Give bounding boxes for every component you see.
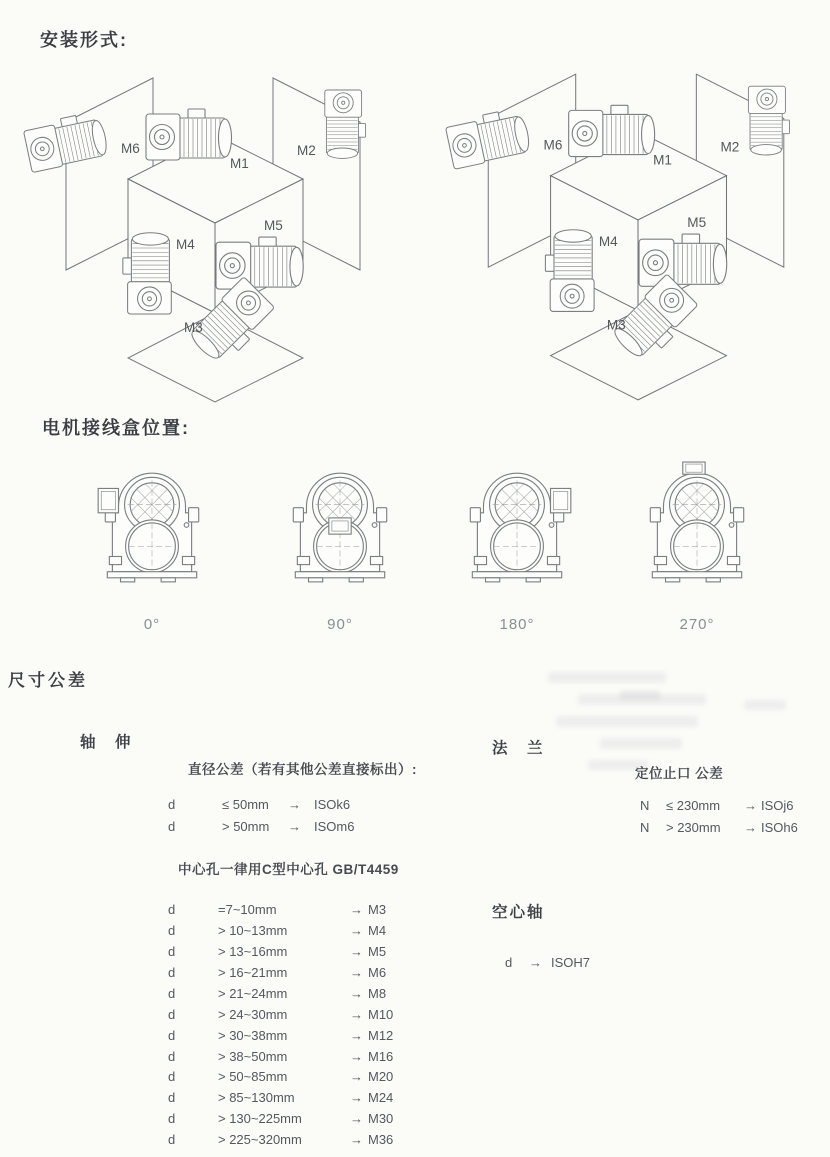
- arrow: →: [350, 1028, 363, 1043]
- arrow: →: [350, 1049, 363, 1064]
- motor-view-0deg: [96, 460, 208, 590]
- arrow: →: [744, 820, 757, 835]
- angle-label-0: 0°: [143, 616, 161, 633]
- range: > 16~21mm: [218, 965, 288, 980]
- range: =7~10mm: [218, 902, 277, 917]
- motor-view-180deg: [461, 460, 573, 590]
- symbol: d: [168, 923, 176, 938]
- label-m2: M2: [297, 143, 316, 158]
- spigot-note: 定位止口 公差: [635, 766, 724, 781]
- bleed-through-artifact: [588, 760, 648, 770]
- shaft-heading: 轴 伸: [80, 734, 133, 751]
- arrow: →: [744, 798, 757, 813]
- range: > 21~24mm: [218, 986, 288, 1001]
- value: M5: [368, 944, 387, 959]
- symbol: d: [168, 986, 176, 1001]
- range: ≤ 230mm: [666, 798, 721, 813]
- label-m3: M3: [184, 320, 203, 335]
- range: > 24~30mm: [218, 1007, 288, 1022]
- label-m1: M1: [230, 156, 249, 171]
- symbol: d: [168, 1111, 176, 1126]
- range: > 10~13mm: [218, 923, 288, 938]
- value: ISOj6: [761, 798, 794, 813]
- arrow: →: [529, 955, 542, 970]
- value: ISOk6: [314, 797, 351, 812]
- symbol: d: [168, 1049, 176, 1064]
- label-m4: M4: [598, 234, 618, 250]
- symbol: d: [168, 797, 176, 812]
- arrow: →: [288, 797, 301, 812]
- symbol: d: [168, 1069, 176, 1084]
- symbol: d: [505, 955, 513, 970]
- bleed-through-artifact: [744, 700, 786, 710]
- symbol: N: [640, 820, 650, 835]
- value: M36: [368, 1132, 394, 1147]
- arrow: →: [350, 1007, 363, 1022]
- angle-label-90: 90°: [327, 616, 353, 633]
- arrow: →: [350, 1111, 363, 1126]
- label-m2: M2: [720, 139, 740, 155]
- arrow: →: [288, 819, 301, 834]
- value: M4: [368, 923, 387, 938]
- value: M3: [368, 902, 387, 917]
- range: > 225~320mm: [218, 1132, 302, 1147]
- range: ≤ 50mm: [222, 797, 269, 812]
- arrow: →: [350, 944, 363, 959]
- value: M24: [368, 1090, 394, 1105]
- arrow: →: [350, 1069, 363, 1084]
- symbol: N: [640, 798, 650, 813]
- value: M6: [368, 965, 387, 980]
- symbol: d: [168, 1132, 176, 1147]
- label-m5: M5: [264, 218, 283, 233]
- symbol: d: [168, 944, 176, 959]
- bleed-through-artifact: [548, 672, 666, 683]
- value: M12: [368, 1028, 394, 1043]
- tolerance-title: 尺寸公差: [8, 671, 88, 690]
- angle-label-180: 180°: [499, 616, 535, 633]
- value: M30: [368, 1111, 394, 1126]
- symbol: d: [168, 902, 176, 917]
- bleed-through-artifact: [556, 716, 698, 727]
- value: ISOm6: [314, 819, 355, 834]
- arrow: →: [350, 1132, 363, 1147]
- arrow: →: [350, 986, 363, 1001]
- arrow: →: [350, 923, 363, 938]
- value: M10: [368, 1007, 394, 1022]
- junction-box-title: 电机接线盒位置:: [42, 418, 190, 438]
- junction-box: [683, 462, 705, 474]
- range: > 85~130mm: [218, 1090, 295, 1105]
- angle-label-270: 270°: [679, 616, 715, 633]
- range: > 130~225mm: [218, 1111, 302, 1126]
- label-m6: M6: [121, 141, 140, 156]
- label-m5: M5: [687, 214, 707, 230]
- symbol: d: [168, 965, 176, 980]
- junction-box: [98, 488, 118, 512]
- junction-box: [551, 488, 571, 512]
- arrow: →: [350, 902, 363, 917]
- range: > 230mm: [666, 820, 721, 835]
- range: > 13~16mm: [218, 944, 288, 959]
- value: ISOh6: [761, 820, 798, 835]
- label-m3: M3: [606, 317, 626, 333]
- label-m4: M4: [176, 237, 195, 252]
- range: > 50mm: [222, 819, 270, 834]
- mounting-title: 安装形式:: [40, 30, 128, 50]
- bleed-through-artifact: [620, 690, 660, 700]
- range: > 38~50mm: [218, 1049, 288, 1064]
- motor-view-90deg: [284, 460, 396, 590]
- bleed-through-artifact: [600, 738, 682, 749]
- mounting-diagram-left: [18, 58, 398, 410]
- range: > 50~85mm: [218, 1069, 288, 1084]
- arrow: →: [350, 965, 363, 980]
- label-m6: M6: [543, 137, 563, 153]
- label-m1: M1: [653, 152, 672, 168]
- symbol: d: [168, 819, 176, 834]
- symbol: d: [168, 1090, 176, 1105]
- junction-box: [329, 518, 351, 534]
- diameter-note: 直径公差（若有其他公差直接标出）:: [188, 762, 417, 777]
- motor-view-270deg: [641, 460, 753, 590]
- value: M16: [368, 1049, 394, 1064]
- center-hole-note: 中心孔一律用C型中心孔 GB/T4459: [178, 862, 399, 877]
- value: ISOH7: [551, 955, 591, 970]
- hollow-shaft-heading: 空心轴: [492, 904, 545, 921]
- range: > 30~38mm: [218, 1028, 288, 1043]
- value: M8: [368, 986, 387, 1001]
- mounting-diagram-right: [440, 52, 822, 410]
- symbol: d: [168, 1007, 176, 1022]
- flange-heading: 法 兰: [492, 740, 545, 757]
- symbol: d: [168, 1028, 176, 1043]
- value: M20: [368, 1069, 394, 1084]
- arrow: →: [350, 1090, 363, 1105]
